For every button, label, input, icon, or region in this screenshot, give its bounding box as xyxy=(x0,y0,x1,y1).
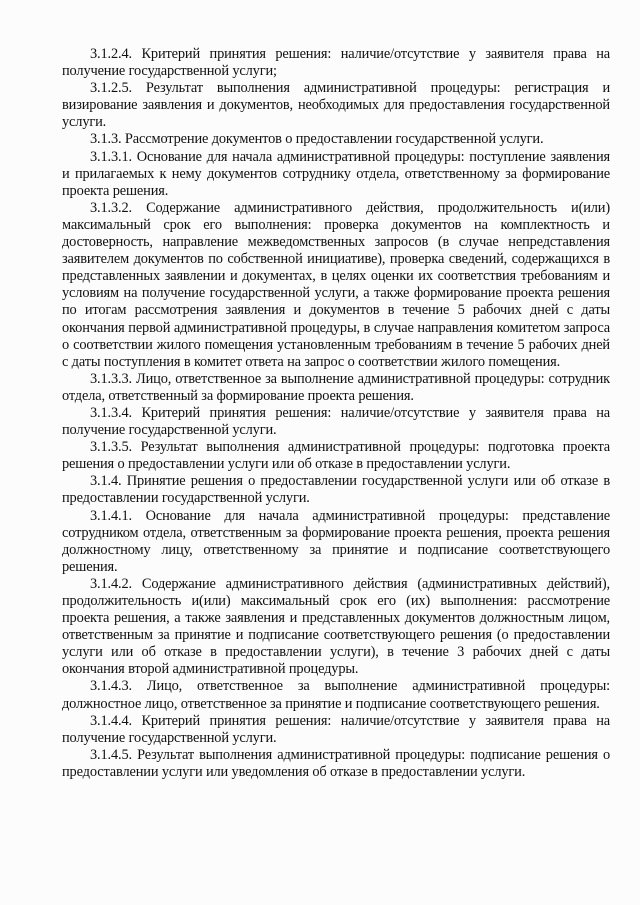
paragraph-3-1-3-4: 3.1.3.4. Критерий принятия решения: наличие/отсутствие у заявителя права на получение государственной услуги. xyxy=(62,404,610,439)
paragraph-3-1-3-2: 3.1.3.2. Содержание административного действия, продолжительность и(или) максимальный срок его выполнения: проверка документов на комплектность и достоверность, направление межведомственных запросов (в случае непредставления заявителем документов по собственной инициативе), проверка сведений, содержащихся в представленных заявлении и документах, в целях оценки их соответствия требованиям и условиям на получение государственной услуги, а также формирование проекта решения по итогам рассмотрения заявления и документов в течение 5 рабочих дней с даты окончания первой административной процедуры, в случае направления комитетом запроса о соответствии жилого помещения установленным требованиям в течение 5 рабочих дней с даты поступления в комитет ответа на запрос о соответствии жилого помещения. xyxy=(62,199,610,370)
paragraph-3-1-3-3: 3.1.3.3. Лицо, ответственное за выполнение административной процедуры: сотрудник отдела, ответственный за формирование проекта решения. xyxy=(62,370,610,404)
paragraph-3-1-2-5: 3.1.2.5. Результат выполнения административной процедуры: регистрация и визирование заявления и документов, необходимых для предоставления государственной услуги. xyxy=(62,80,610,131)
paragraph-3-1-4-4: 3.1.4.4. Критерий принятия решения: наличие/отсутствие у заявителя права на получение государственной услуги. xyxy=(62,712,610,746)
paragraph-3-1-4: 3.1.4. Принятие решения о предоставлении государственной услуги или об отказе в предоставлении государственной услуги. xyxy=(62,473,610,507)
paragraph-3-1-4-1: 3.1.4.1. Основание для начала административной процедуры: представление сотрудником отдела, ответственным за формирование проекта решения, проекта решения должностному лицу, ответственному за принятие и подписание соответствующего решения. xyxy=(62,507,610,575)
paragraph-3-1-4-3: 3.1.4.3. Лицо, ответственное за выполнение административной процедуры: должностное лицо, ответственное за принятие и подписание соответствующего решения. xyxy=(62,678,610,712)
paragraph-3-1-3: 3.1.3. Рассмотрение документов о предоставлении государственной услуги. xyxy=(90,131,544,148)
paragraph-3-1-2-4: 3.1.2.4. Критерий принятия решения: наличие/отсутствие у заявителя права на получение государственной услуги; xyxy=(62,46,610,80)
paragraph-3-1-4-5: 3.1.4.5. Результат выполнения административной процедуры: подписание решения о предоставлении услуги или уведомления об отказе в предоставлении услуги. xyxy=(62,746,610,780)
paragraph-3-1-3-1: 3.1.3.1. Основание для начала административной процедуры: поступление заявления и прилагаемых к нему документов сотруднику отдела, ответственному за формирование проекта решения. xyxy=(62,148,610,199)
paragraph-3-1-4-2: 3.1.4.2. Содержание административного действия (административных действий), продолжительность и(или) максимальный срок его (их) выполнения: рассмотрение проекта решения, а также заявления и представленных документов должностным лицом, ответственным за принятие и подписание соответствующего решения (о предоставлении услуги или об отказе в предоставлении услуги), в течение 3 рабочих дней с даты окончания второй административной процедуры. xyxy=(62,575,610,678)
paragraph-3-1-3-5: 3.1.3.5. Результат выполнения административной процедуры: подготовка проекта решения о предоставлении услуги или об отказе в предоставлении услуги. xyxy=(62,439,610,473)
